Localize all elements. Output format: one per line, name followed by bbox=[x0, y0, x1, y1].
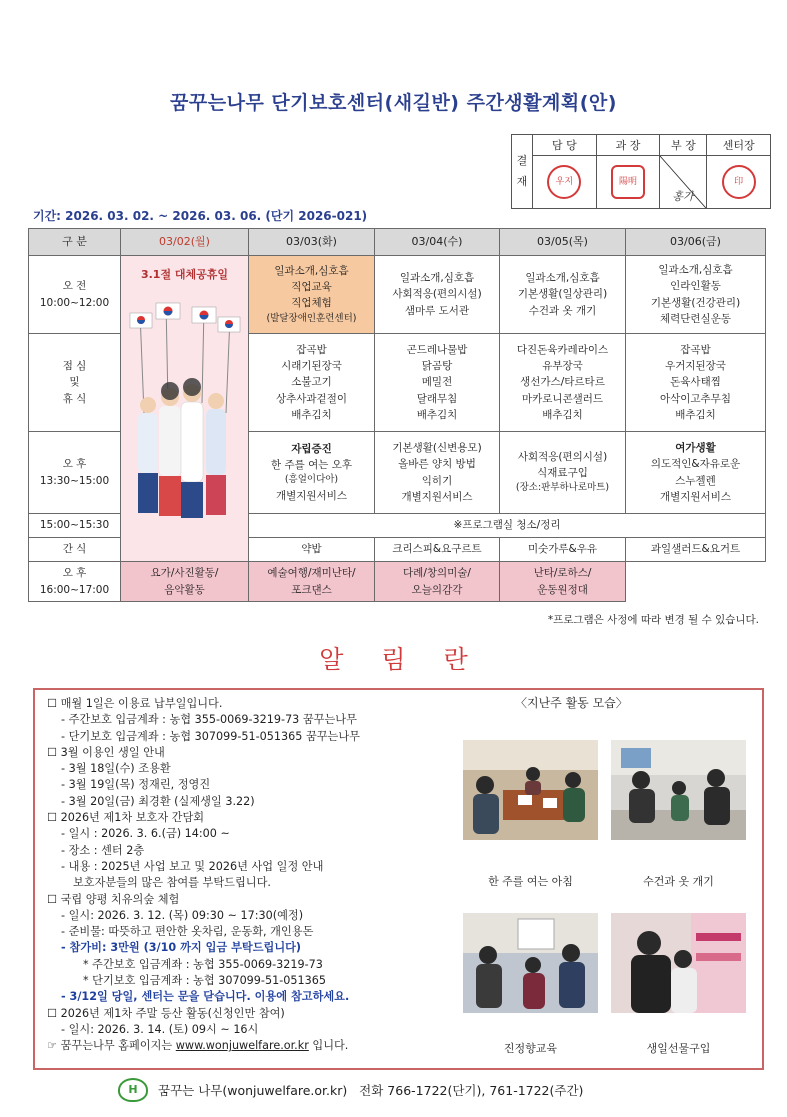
notice-box bbox=[33, 688, 764, 1070]
handwritten-signature: 홍가 bbox=[672, 190, 694, 203]
notice-line: - 3월 18일(수) 조용환 bbox=[61, 762, 171, 776]
photo-caption: 수건과 옷 개기 bbox=[643, 875, 714, 888]
approval-side-label: 결 재 bbox=[512, 135, 533, 209]
header-cell: 구 분 bbox=[29, 229, 121, 256]
notice-line: - 3월 20일(금) 최경환 (실제생일 3.22) bbox=[61, 794, 255, 808]
row-label: 오 후 16:00~17:00 bbox=[29, 562, 121, 602]
notice-line: 보호자분들의 많은 참여를 부탁드립니다. bbox=[73, 876, 271, 890]
period-label: 기간: 2026. 03. 02. ~ 2026. 03. 06. (단기 2026-021) bbox=[33, 209, 368, 223]
schedule-cell: 예술여행/재미난타/ 포크댄스 bbox=[249, 562, 375, 602]
approval-role: 담 당 bbox=[533, 135, 597, 156]
signature-cell bbox=[533, 156, 597, 209]
activity-photo bbox=[463, 913, 598, 1013]
header-cell: 03/04(수) bbox=[375, 229, 500, 256]
holiday-label: 3.1절 대체공휴일 bbox=[140, 268, 229, 281]
row-label: 점 심 및 휴 식 bbox=[29, 334, 121, 432]
schedule-cell: 일과소개,심호흡 기본생활(일상관리) 수건과 옷 개기 bbox=[500, 256, 626, 334]
approval-role: 과 장 bbox=[596, 135, 660, 156]
activity-title: 〈지난주 활동 모습〉 bbox=[515, 696, 628, 710]
photo-caption: 한 주를 여는 아침 bbox=[488, 875, 573, 888]
notice-line: - 준비물: 따뜻하고 편안한 옷차림, 운동화, 개인용돈 bbox=[61, 925, 314, 939]
footer bbox=[118, 1078, 583, 1102]
header-cell: 03/05(목) bbox=[500, 229, 626, 256]
page-title: 꿈꾸는나무 단기보호센터(새길반) 주간생활계획(안) bbox=[170, 92, 617, 114]
menu-cell: 잡곡밥 시래기된장국 소불고기 상추사과겉절이 배추김치 bbox=[249, 334, 375, 432]
notice-line: ☐ 3월 이용인 생일 안내 bbox=[47, 745, 165, 759]
menu-cell: 곤드레나물밥 닭곰탕 메밀전 달래무침 배추김치 bbox=[375, 334, 500, 432]
header-cell: 03/06(금) bbox=[626, 229, 766, 256]
schedule-cell: 다례/창의미술/ 오늘의감각 bbox=[375, 562, 500, 602]
schedule-cell: 사회적응(편의시설) 식재료구입 (장소:판부하나로마트) bbox=[500, 432, 626, 514]
snack-cell: 크리스피&요구르트 bbox=[375, 538, 500, 562]
seal-stamp: 陽明 bbox=[611, 165, 645, 199]
header-cell: 03/02(월) bbox=[121, 229, 249, 256]
notice-line: - 참가비: 3만원 (3/10 까지 입금 부탁드립니다) bbox=[61, 941, 302, 955]
snack-cell: 약밥 bbox=[249, 538, 375, 562]
row-label: 간 식 bbox=[29, 538, 121, 562]
holiday-cell bbox=[121, 256, 249, 562]
notice-line: ☐ 국립 양평 치유의숲 체험 bbox=[47, 892, 180, 906]
seal-stamp: 우지 bbox=[547, 165, 581, 199]
row-label: 오 후 13:30~15:00 bbox=[29, 432, 121, 514]
notice-line: - 내용 : 2025년 사업 보고 및 2026년 사업 일정 안내 bbox=[61, 859, 324, 873]
signature-cell bbox=[707, 156, 771, 209]
notice-line: - 일시 : 2026. 3. 6.(금) 14:00 ~ bbox=[61, 827, 230, 841]
snack-cell: 미숫가루&우유 bbox=[500, 538, 626, 562]
notice-line: - 일시: 2026. 3. 14. (토) 09시 ~ 16시 bbox=[61, 1022, 259, 1036]
activity-photo bbox=[611, 740, 746, 840]
photo-caption: 진정향교육 bbox=[503, 1042, 558, 1055]
menu-cell: 잡곡밥 우거지된장국 돈육사태찜 아삭이고추무침 배추김치 bbox=[626, 334, 766, 432]
schedule-cell: 기본생활(신변용모) 올바른 양치 방법 익히기 개별지원서비스 bbox=[375, 432, 500, 514]
header-cell: 03/03(화) bbox=[249, 229, 375, 256]
holiday-illustration bbox=[126, 293, 244, 533]
center-logo-icon: H bbox=[118, 1078, 148, 1102]
notice-line: * 주간보호 입금계좌 : 농협 355-0069-3219-73 bbox=[83, 957, 323, 971]
signature-cell bbox=[596, 156, 660, 209]
notice-line: ☐ 2026년 제1차 주말 등산 활동(신청인만 참여) bbox=[47, 1006, 285, 1020]
notice-line: - 일시: 2026. 3. 12. (목) 09:30 ~ 17:30(예정) bbox=[61, 908, 304, 922]
cleanup-cell: ※프로그램실 청소/정리 bbox=[249, 514, 766, 538]
notice-line: - 3/12일 당일, 센터는 문을 닫습니다. 이용에 참고하세요. bbox=[61, 990, 350, 1004]
notice-line: - 주간보호 입금계좌 : 농협 355-0069-3219-73 꿈꾸는나무 bbox=[61, 713, 357, 727]
activity-photo bbox=[611, 913, 746, 1013]
notice-line: ☐ 2026년 제1차 보호자 간담회 bbox=[47, 811, 205, 825]
schedule-cell: 일과소개,심호흡 직업교육 직업체험 (발달장애인훈련센터) bbox=[249, 256, 375, 334]
signature-cell bbox=[660, 156, 707, 209]
row-label: 오 전 10:00~12:00 bbox=[29, 256, 121, 334]
notice-text bbox=[47, 696, 477, 1055]
homepage-line: ☞ 꿈꾸는나무 홈페이지는 www.wonjuwelfare.or.kr 입니다. bbox=[47, 1039, 349, 1053]
footer-contact: 꿈꾸는 나무(wonjuwelfare.or.kr) 전화 766-1722(단기), 761-1722(주간) bbox=[158, 1083, 584, 1098]
notice-line: ☐ 매월 1일은 이용료 납부일입니다. bbox=[47, 697, 223, 710]
photo-caption: 생일선물구입 bbox=[646, 1042, 711, 1055]
approval-role: 부 장 bbox=[660, 135, 707, 156]
schedule-cell: 난타/로하스/ 운동원정대 bbox=[500, 562, 626, 602]
row-label: 15:00~15:30 bbox=[29, 514, 121, 538]
schedule-row-late bbox=[29, 562, 766, 602]
notice-line: - 3월 19일(목) 정재린, 정영진 bbox=[61, 778, 211, 792]
schedule-cell: 요가/사진활동/ 음악활동 bbox=[121, 562, 249, 602]
schedule-row-morning bbox=[29, 256, 766, 334]
notice-line: * 단기보호 입금계좌 : 농협 307099-51-051365 bbox=[83, 974, 326, 988]
seal-stamp: 印 bbox=[722, 165, 756, 199]
notice-line: - 장소 : 센터 2층 bbox=[61, 843, 145, 857]
schedule-cell: 일과소개,심호흡 사회적응(편의시설) 샘마루 도서관 bbox=[375, 256, 500, 334]
schedule-cell: 자립증진 한 주를 여는 오후 (흥얼이다아) 개별지원서비스 bbox=[249, 432, 375, 514]
approval-role: 센터장 bbox=[707, 135, 771, 156]
notice-line: - 단기보호 입금계좌 : 농협 307099-51-051365 꿈꾸는나무 bbox=[61, 729, 360, 743]
menu-cell: 다진돈육카레라이스 유부장국 생선가스/타르타르 마카로니콘샐러드 배추김치 bbox=[500, 334, 626, 432]
weekly-schedule-table bbox=[28, 228, 766, 602]
approval-box bbox=[511, 134, 771, 209]
schedule-cell: 여가생활 의도적인&자유로운 스누젤렌 개별지원서비스 bbox=[626, 432, 766, 514]
homepage-link[interactable]: www.wonjuwelfare.or.kr bbox=[175, 1039, 309, 1053]
activity-photo bbox=[463, 740, 598, 840]
snack-cell: 과일샐러드&요거트 bbox=[626, 538, 766, 562]
notice-title: 알림란 bbox=[319, 645, 506, 674]
program-note: *프로그램은 사정에 따라 변경 될 수 있습니다. bbox=[547, 614, 759, 626]
schedule-cell: 일과소개,심호흡 인라인활동 기본생활(건강관리) 체력단련실운동 bbox=[626, 256, 766, 334]
schedule-header-row bbox=[29, 229, 766, 256]
